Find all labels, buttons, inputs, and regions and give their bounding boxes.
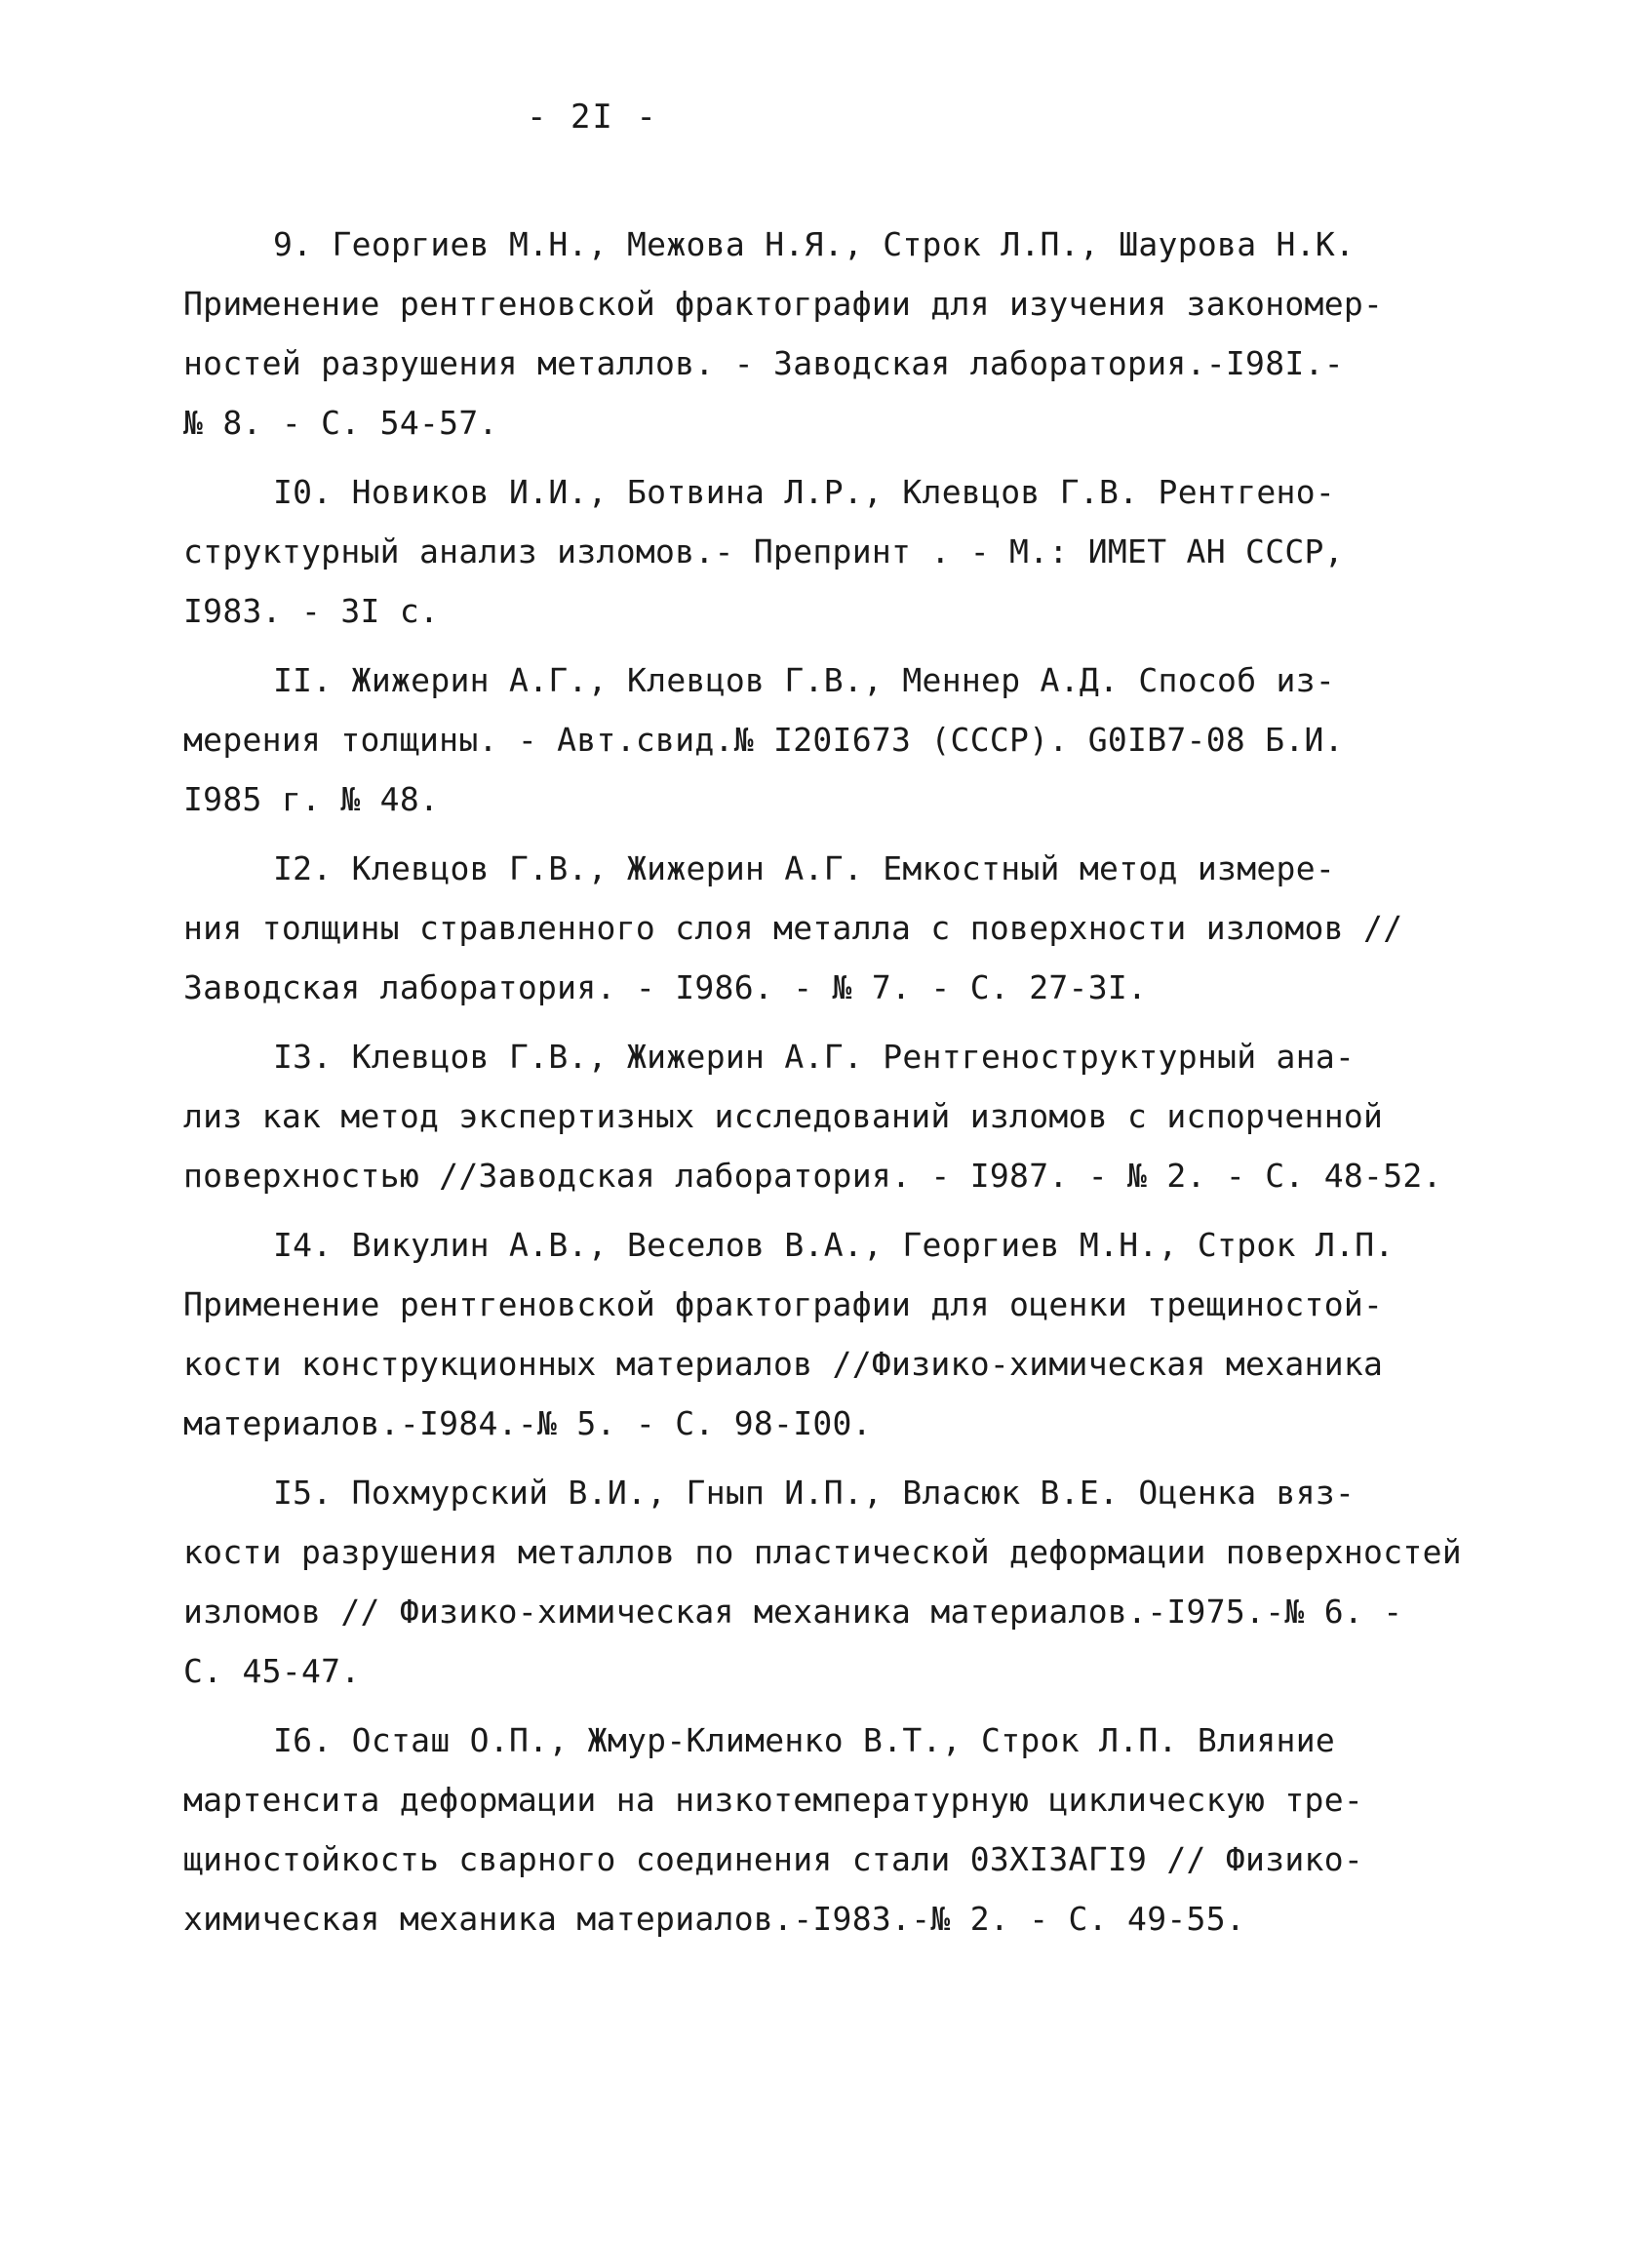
reference-line: Заводская лаборатория. - I986. - № 7. - С. 27-3I. (183, 968, 1148, 1006)
reference-list (183, 215, 1471, 1958)
reference-line: Применение рентгеновской фрактографии для оценки трещиностой- (183, 1285, 1384, 1323)
reference-item (183, 1027, 1471, 1205)
reference-line: мерения толщины. - Авт.свид.№ I20I673 (СССР). G0IB7-08 Б.И. (183, 721, 1344, 759)
reference-line: I4. Викулин А.В., Веселов В.А., Георгиев М.Н., Строк Л.П. (273, 1226, 1395, 1264)
reference-line: I6. Осташ О.П., Жмур-Клименко В.Т., Строк Л.П. Влияние (273, 1721, 1336, 1759)
reference-line: химическая механика материалов.-I983.-№ 2. - С. 49-55. (183, 1900, 1246, 1938)
page-number: - 2I - (527, 98, 658, 137)
reference-line: I0. Новиков И.И., Ботвина Л.Р., Клевцов Г.В. Рентгено- (273, 473, 1336, 511)
reference-item (183, 1215, 1471, 1453)
reference-line: № 8. - С. 54-57. (183, 404, 498, 442)
reference-line: I3. Клевцов Г.В., Жижерин А.Г. Рентгеноструктурный ана- (273, 1038, 1356, 1076)
reference-line: I2. Клевцов Г.В., Жижерин А.Г. Емкостный метод измере- (273, 849, 1336, 887)
reference-line: I985 г. № 48. (183, 780, 440, 818)
reference-item (183, 650, 1471, 829)
reference-line: кости разрушения металлов по пластической деформации поверхностей (183, 1533, 1462, 1571)
reference-item (183, 462, 1471, 641)
reference-item (183, 839, 1471, 1017)
reference-line: С. 45-47. (183, 1652, 361, 1690)
reference-line: 9. Георгиев М.Н., Межова Н.Я., Строк Л.П., Шаурова Н.К. (273, 225, 1356, 263)
reference-line: лиз как метод экспертизных исследований изломов с испорченной (183, 1097, 1384, 1135)
reference-line: I5. Похмурский В.И., Гнып И.П., Власюк В.Е. Оценка вяз- (273, 1474, 1356, 1512)
reference-line: изломов // Физико-химическая механика материалов.-I975.-№ 6. - (183, 1593, 1403, 1631)
reference-line: поверхностью //Заводская лаборатория. - I987. - № 2. - С. 48-52. (183, 1157, 1442, 1195)
reference-line: кости конструкционных материалов //Физико-химическая механика (183, 1345, 1384, 1383)
reference-item (183, 215, 1471, 453)
reference-line: материалов.-I984.-№ 5. - С. 98-I00. (183, 1404, 872, 1442)
reference-line: I983. - 3I с. (183, 592, 440, 630)
reference-line: Применение рентгеновской фрактографии для изучения закономер- (183, 285, 1384, 323)
reference-line: ностей разрушения металлов. - Заводская лаборатория.-I98I.- (183, 344, 1344, 382)
reference-line: щиностойкость сварного соединения стали 03XI3AГI9 // Физико- (183, 1840, 1364, 1878)
reference-line: мартенсита деформации на низкотемпературную циклическую тре- (183, 1781, 1364, 1819)
reference-item (183, 1463, 1471, 1701)
reference-line: II. Жижерин А.Г., Клевцов Г.В., Меннер А.Д. Способ из- (273, 661, 1336, 699)
reference-item (183, 1711, 1471, 1948)
reference-line: ния толщины стравленного слоя металла с поверхности изломов // (183, 909, 1403, 947)
reference-line: структурный анализ изломов.- Препринт . - М.: ИМЕТ АН СССР, (183, 532, 1344, 571)
